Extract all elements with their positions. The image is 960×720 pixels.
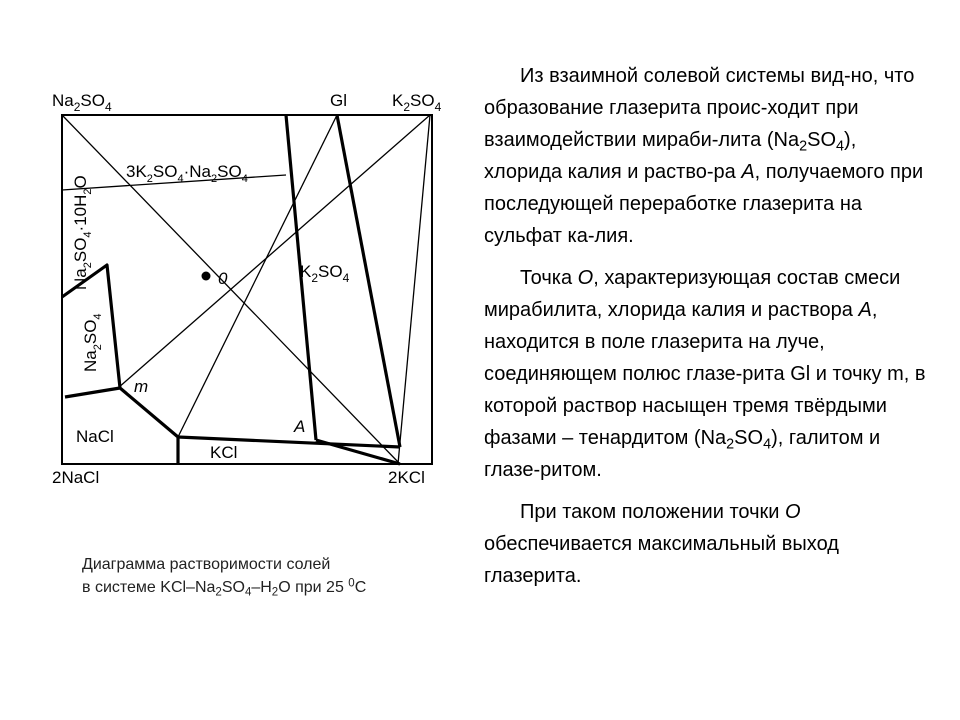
field-label-kcl: KCl [210,443,238,462]
point-label-m: m [134,377,149,396]
thenardite-nacl-boundary [65,388,178,464]
corner-label-2nacl: 2NaCl [52,468,100,487]
point-o-marker [202,272,211,281]
field-label-mirabilite: $Na_2SO_4\cdot 10H_2O$ [71,175,94,290]
field-label-k2so4: $K_2SO_4$ [300,262,350,285]
solubility-diagram [0,0,460,540]
corner-label-gl: Gl [330,91,347,110]
diagram-caption [82,553,442,599]
paragraph-1: Из взаимной солевой системы вид-но, что образование глазерита проис-ходит при взаимодействии мираби-лита $(Na_2SO_4)$, хлорида калия и раство-ра А, получаемого при последующей переработке глазерита на сульфат ка-лия. [484,65,924,247]
corner-label-k2so4: $K_2SO_4$ [392,91,442,114]
corner-label-na2so4: $Na_2SO_4$ [52,91,112,114]
explanation-text [484,60,936,602]
corner-label-2kcl: 2KCl [388,468,425,487]
line-right-1 [398,115,430,464]
diagonal-k2so4-nacl [118,115,430,388]
point-label-o: 0 [218,269,228,288]
caption-line-1: Диаграмма растворимости солей [82,556,331,573]
caption-line-2: в системе KCl–$Na_2SO_4-H_2O$ при 25 $^0$C [82,577,367,599]
paragraph-3: При таком положении точки О обеспечивается максимальный выход глазерита. [484,501,839,587]
point-label-a: A [294,417,306,436]
thin-lines [62,115,430,464]
field-label-glaserite: $3K_2SO_4\cdot Na_2SO_4$ [126,162,248,185]
field-label-nacl: NaCl [76,427,114,446]
diagram-frame [62,115,432,464]
paragraph-2: Точка О, характеризующая состав смеси мирабилита, хлорида калия и раствора А, находится в поле глазерита на луче, соединяющем полюс глазе-рита Gl и точку m, в которой раствор насыщен тремя твёрдыми фазами – тенардитом $(Na_2SO_4)$, галитом и глазе-ритом. [484,267,926,481]
field-label-thenardite: $Na_2SO_4$ [81,313,104,372]
